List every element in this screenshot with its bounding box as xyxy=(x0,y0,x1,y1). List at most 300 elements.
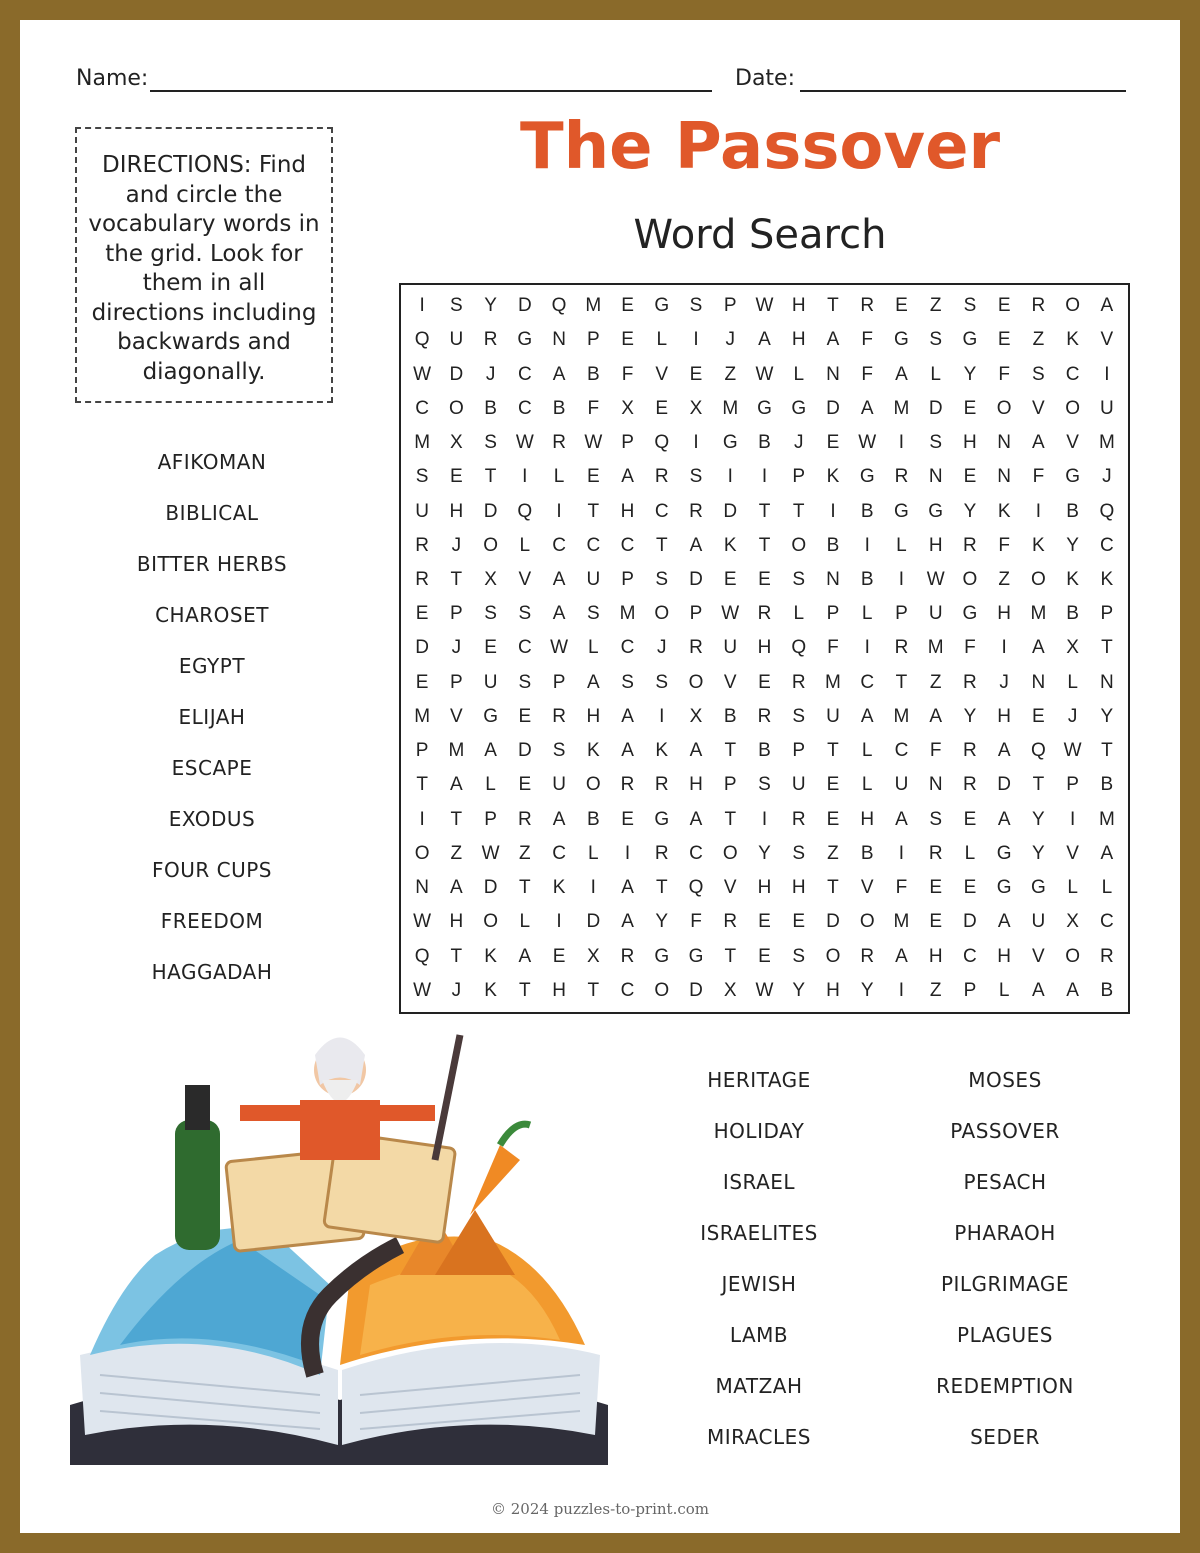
grid-cell[interactable]: E xyxy=(689,363,703,385)
grid-cell[interactable]: N xyxy=(415,877,429,899)
grid-cell[interactable]: N xyxy=(928,466,943,488)
grid-cell[interactable]: G xyxy=(688,945,704,967)
grid-cell[interactable]: J xyxy=(999,671,1009,693)
grid-cell[interactable]: T xyxy=(1032,774,1045,796)
grid-cell[interactable]: S xyxy=(792,569,806,591)
grid-cell[interactable]: H xyxy=(449,911,464,933)
grid-cell[interactable]: A xyxy=(1032,432,1045,454)
grid-cell[interactable]: R xyxy=(620,945,635,967)
grid-cell[interactable]: Z xyxy=(827,842,839,864)
grid-cell[interactable]: T xyxy=(587,500,600,522)
grid-cell[interactable]: R xyxy=(860,945,875,967)
grid-cell[interactable]: R xyxy=(552,432,566,454)
grid-cell[interactable]: N xyxy=(928,774,943,796)
grid-cell[interactable]: P xyxy=(621,432,634,454)
grid-cell[interactable]: P xyxy=(1100,603,1114,625)
grid-cell[interactable]: F xyxy=(1032,466,1045,488)
grid-cell[interactable]: R xyxy=(963,534,977,556)
grid-cell[interactable]: E xyxy=(963,397,977,419)
grid-cell[interactable]: A xyxy=(929,705,943,727)
grid-cell[interactable]: R xyxy=(689,637,703,659)
grid-cell[interactable]: I xyxy=(1069,808,1076,830)
grid-cell[interactable]: N xyxy=(1100,671,1114,693)
grid-cell[interactable]: K xyxy=(1066,329,1079,351)
grid-cell[interactable]: V xyxy=(1032,945,1045,967)
grid-cell[interactable]: V xyxy=(723,877,737,899)
grid-cell[interactable]: E xyxy=(621,295,634,317)
grid-cell[interactable]: A xyxy=(484,740,497,762)
grid-cell[interactable]: M xyxy=(585,295,602,317)
grid-cell[interactable]: T xyxy=(758,534,771,556)
grid-cell[interactable]: P xyxy=(415,740,429,762)
grid-cell[interactable]: R xyxy=(723,911,738,933)
grid-cell[interactable]: L xyxy=(861,774,873,796)
grid-cell[interactable]: W xyxy=(413,911,432,933)
grid-cell[interactable]: E xyxy=(415,603,429,625)
grid-cell[interactable]: G xyxy=(859,466,875,488)
grid-cell[interactable]: M xyxy=(825,671,841,693)
grid-cell[interactable]: E xyxy=(518,774,532,796)
grid-cell[interactable]: A xyxy=(621,877,634,899)
grid-cell[interactable]: R xyxy=(928,842,943,864)
grid-cell[interactable]: C xyxy=(517,637,532,659)
grid-cell[interactable]: A xyxy=(621,466,634,488)
grid-cell[interactable]: U xyxy=(449,329,464,351)
grid-cell[interactable]: E xyxy=(415,671,429,693)
grid-cell[interactable]: S xyxy=(792,842,806,864)
grid-cell[interactable]: O xyxy=(859,911,875,933)
grid-cell[interactable]: L xyxy=(930,363,941,385)
grid-cell[interactable]: N xyxy=(997,432,1012,454)
grid-cell[interactable]: D xyxy=(723,500,738,522)
grid-cell[interactable]: S xyxy=(552,740,566,762)
grid-cell[interactable]: X xyxy=(689,397,703,419)
grid-cell[interactable]: R xyxy=(894,466,909,488)
grid-cell[interactable]: L xyxy=(998,979,1010,1001)
grid-cell[interactable]: S xyxy=(518,671,532,693)
grid-cell[interactable]: O xyxy=(825,945,841,967)
grid-cell[interactable]: S xyxy=(621,671,634,693)
grid-cell[interactable]: T xyxy=(450,808,463,830)
grid-cell[interactable]: T xyxy=(792,500,805,522)
grid-cell[interactable]: A xyxy=(552,808,566,830)
grid-cell[interactable]: B xyxy=(758,740,771,762)
grid-cell[interactable]: D xyxy=(483,500,498,522)
grid-cell[interactable]: P xyxy=(621,569,634,591)
grid-cell[interactable]: C xyxy=(654,500,669,522)
grid-cell[interactable]: K xyxy=(723,534,737,556)
grid-cell[interactable]: J xyxy=(485,363,496,385)
grid-cell[interactable]: W xyxy=(858,432,877,454)
grid-cell[interactable]: H xyxy=(997,603,1012,625)
grid-cell[interactable]: X xyxy=(723,979,737,1001)
grid-cell[interactable]: H xyxy=(997,945,1012,967)
grid-cell[interactable]: I xyxy=(556,500,562,522)
grid-cell[interactable]: U xyxy=(723,637,738,659)
grid-cell[interactable]: G xyxy=(654,808,670,830)
grid-cell[interactable]: I xyxy=(624,842,631,864)
grid-cell[interactable]: X xyxy=(621,397,634,419)
grid-cell[interactable]: E xyxy=(621,808,634,830)
grid-cell[interactable]: I xyxy=(864,637,870,659)
grid-cell[interactable]: O xyxy=(1031,569,1046,591)
grid-cell[interactable]: L xyxy=(793,603,805,625)
grid-cell[interactable]: C xyxy=(1100,911,1114,933)
grid-cell[interactable]: H xyxy=(586,705,601,727)
grid-cell[interactable]: V xyxy=(450,705,463,727)
grid-cell[interactable]: J xyxy=(451,979,462,1001)
grid-cell[interactable]: C xyxy=(552,534,566,556)
grid-cell[interactable]: T xyxy=(724,740,737,762)
grid-cell[interactable]: R xyxy=(415,534,429,556)
grid-cell[interactable]: E xyxy=(552,945,566,967)
grid-cell[interactable]: Q xyxy=(1031,740,1046,762)
grid-cell[interactable]: S xyxy=(655,569,669,591)
grid-cell[interactable]: S xyxy=(929,432,943,454)
grid-cell[interactable]: B xyxy=(1100,774,1114,796)
grid-cell[interactable]: I xyxy=(898,979,905,1001)
grid-cell[interactable]: V xyxy=(1066,432,1079,454)
grid-cell[interactable]: A xyxy=(689,740,703,762)
grid-cell[interactable]: D xyxy=(586,911,601,933)
grid-cell[interactable]: M xyxy=(414,705,431,727)
grid-cell[interactable]: G xyxy=(1065,466,1081,488)
grid-cell[interactable]: B xyxy=(723,705,737,727)
grid-cell[interactable]: X xyxy=(1066,637,1079,659)
grid-cell[interactable]: R xyxy=(791,671,806,693)
grid-cell[interactable]: Z xyxy=(519,842,531,864)
grid-cell[interactable]: E xyxy=(826,432,840,454)
grid-cell[interactable]: I xyxy=(659,705,665,727)
grid-cell[interactable]: B xyxy=(758,432,771,454)
grid-cell[interactable]: P xyxy=(792,466,806,488)
grid-cell[interactable]: R xyxy=(517,808,532,830)
grid-cell[interactable]: A xyxy=(895,945,908,967)
grid-cell[interactable]: A xyxy=(1066,979,1079,1001)
grid-cell[interactable]: C xyxy=(689,842,703,864)
grid-cell[interactable]: Q xyxy=(654,432,670,454)
grid-cell[interactable]: V xyxy=(518,569,532,591)
grid-cell[interactable]: O xyxy=(483,534,498,556)
grid-cell[interactable]: Q xyxy=(414,945,430,967)
grid-cell[interactable]: E xyxy=(586,466,600,488)
grid-cell[interactable]: T xyxy=(827,877,839,899)
grid-cell[interactable]: G xyxy=(894,329,909,351)
grid-cell[interactable]: I xyxy=(693,432,699,454)
grid-cell[interactable]: S xyxy=(450,295,463,317)
grid-cell[interactable]: P xyxy=(792,740,806,762)
grid-cell[interactable]: T xyxy=(416,774,428,796)
grid-cell[interactable]: R xyxy=(894,637,909,659)
grid-cell[interactable]: D xyxy=(997,774,1012,796)
grid-cell[interactable]: J xyxy=(1067,705,1078,727)
grid-cell[interactable]: Z xyxy=(929,295,942,317)
grid-cell[interactable]: T xyxy=(484,466,497,488)
grid-cell[interactable]: K xyxy=(586,740,600,762)
grid-cell[interactable]: D xyxy=(483,877,498,899)
grid-cell[interactable]: X xyxy=(1066,911,1079,933)
grid-cell[interactable]: R xyxy=(1100,945,1114,967)
grid-cell[interactable]: M xyxy=(448,740,465,762)
grid-cell[interactable]: C xyxy=(586,534,601,556)
grid-cell[interactable]: S xyxy=(484,603,497,625)
grid-cell[interactable]: G xyxy=(722,432,738,454)
grid-cell[interactable]: I xyxy=(1104,363,1110,385)
grid-cell[interactable]: G xyxy=(517,329,533,351)
grid-cell[interactable]: P xyxy=(1066,774,1079,796)
grid-cell[interactable]: Q xyxy=(791,637,807,659)
grid-cell[interactable]: V xyxy=(860,877,874,899)
grid-cell[interactable]: E xyxy=(963,808,977,830)
grid-cell[interactable]: R xyxy=(654,774,669,796)
grid-cell[interactable]: B xyxy=(860,500,874,522)
grid-cell[interactable]: C xyxy=(860,671,875,693)
grid-cell[interactable]: P xyxy=(826,603,840,625)
grid-cell[interactable]: S xyxy=(655,671,669,693)
grid-cell[interactable]: H xyxy=(757,637,772,659)
grid-cell[interactable]: R xyxy=(415,569,429,591)
grid-cell[interactable]: Y xyxy=(963,705,977,727)
grid-cell[interactable]: T xyxy=(758,500,771,522)
grid-cell[interactable]: A xyxy=(689,534,703,556)
grid-cell[interactable]: I xyxy=(419,808,425,830)
grid-cell[interactable]: J xyxy=(793,432,804,454)
grid-cell[interactable]: E xyxy=(758,569,771,591)
grid-cell[interactable]: A xyxy=(621,740,634,762)
grid-cell[interactable]: E xyxy=(826,808,840,830)
grid-cell[interactable]: T xyxy=(724,945,737,967)
grid-cell[interactable]: K xyxy=(826,466,840,488)
grid-cell[interactable]: P xyxy=(895,603,908,625)
grid-cell[interactable]: M xyxy=(619,603,636,625)
grid-cell[interactable]: Q xyxy=(688,877,704,899)
grid-cell[interactable]: M xyxy=(1030,603,1047,625)
grid-cell[interactable]: K xyxy=(1032,534,1045,556)
grid-cell[interactable]: X xyxy=(450,432,463,454)
grid-cell[interactable]: D xyxy=(449,363,464,385)
grid-cell[interactable]: V xyxy=(1100,329,1114,351)
grid-cell[interactable]: N xyxy=(1031,671,1046,693)
grid-cell[interactable]: A xyxy=(450,774,463,796)
grid-cell[interactable]: O xyxy=(414,842,430,864)
grid-cell[interactable]: A xyxy=(895,808,908,830)
grid-cell[interactable]: P xyxy=(723,295,737,317)
grid-cell[interactable]: U xyxy=(826,705,840,727)
grid-cell[interactable]: C xyxy=(517,363,532,385)
grid-cell[interactable]: X xyxy=(484,569,497,591)
grid-cell[interactable]: M xyxy=(893,705,910,727)
grid-cell[interactable]: K xyxy=(655,740,669,762)
grid-cell[interactable]: K xyxy=(997,500,1011,522)
grid-cell[interactable]: R xyxy=(860,295,875,317)
grid-cell[interactable]: C xyxy=(1065,363,1080,385)
grid-cell[interactable]: T xyxy=(519,979,531,1001)
grid-cell[interactable]: L xyxy=(485,774,496,796)
grid-cell[interactable]: C xyxy=(963,945,977,967)
grid-cell[interactable]: W xyxy=(1063,740,1082,762)
grid-cell[interactable]: H xyxy=(791,877,806,899)
grid-cell[interactable]: Z xyxy=(724,363,737,385)
grid-cell[interactable]: E xyxy=(758,671,771,693)
grid-cell[interactable]: F xyxy=(929,740,942,762)
grid-cell[interactable]: I xyxy=(693,329,699,351)
grid-cell[interactable]: A xyxy=(1100,295,1114,317)
grid-cell[interactable]: D xyxy=(517,740,532,762)
grid-cell[interactable]: T xyxy=(655,877,668,899)
grid-cell[interactable]: L xyxy=(1101,877,1113,899)
grid-cell[interactable]: Z xyxy=(929,979,942,1001)
grid-cell[interactable]: S xyxy=(792,705,806,727)
grid-cell[interactable]: V xyxy=(723,671,737,693)
grid-cell[interactable]: C xyxy=(620,637,635,659)
grid-cell[interactable]: C xyxy=(415,397,429,419)
grid-cell[interactable]: W xyxy=(481,842,500,864)
grid-cell[interactable]: Y xyxy=(963,363,977,385)
grid-cell[interactable]: J xyxy=(657,637,667,659)
grid-cell[interactable]: I xyxy=(761,808,768,830)
grid-cell[interactable]: T xyxy=(450,569,463,591)
grid-cell[interactable]: M xyxy=(893,397,910,419)
grid-cell[interactable]: J xyxy=(451,637,462,659)
grid-cell[interactable]: E xyxy=(929,911,943,933)
grid-cell[interactable]: U xyxy=(552,774,566,796)
grid-cell[interactable]: U xyxy=(1031,911,1046,933)
grid-cell[interactable]: F xyxy=(621,363,634,385)
grid-cell[interactable]: T xyxy=(655,534,668,556)
grid-cell[interactable]: E xyxy=(1032,705,1045,727)
grid-cell[interactable]: D xyxy=(826,397,840,419)
grid-cell[interactable]: G xyxy=(483,705,498,727)
grid-cell[interactable]: K xyxy=(484,979,497,1001)
grid-cell[interactable]: J xyxy=(451,534,462,556)
grid-cell[interactable]: L xyxy=(588,637,599,659)
grid-cell[interactable]: M xyxy=(414,432,431,454)
grid-cell[interactable]: O xyxy=(996,397,1012,419)
grid-cell[interactable]: C xyxy=(620,979,635,1001)
grid-cell[interactable]: R xyxy=(620,774,635,796)
grid-cell[interactable]: G xyxy=(654,295,670,317)
grid-cell[interactable]: A xyxy=(621,911,634,933)
grid-cell[interactable]: F xyxy=(861,363,874,385)
grid-cell[interactable]: O xyxy=(483,911,498,933)
grid-cell[interactable]: G xyxy=(996,842,1012,864)
grid-cell[interactable]: A xyxy=(895,363,908,385)
grid-cell[interactable]: I xyxy=(419,295,425,317)
grid-cell[interactable]: P xyxy=(963,979,977,1001)
grid-cell[interactable]: M xyxy=(1098,808,1115,830)
grid-cell[interactable]: H xyxy=(963,432,977,454)
grid-cell[interactable]: H xyxy=(449,500,464,522)
grid-cell[interactable]: E xyxy=(963,466,977,488)
grid-cell[interactable]: V xyxy=(1032,397,1045,419)
grid-cell[interactable]: H xyxy=(997,705,1012,727)
grid-cell[interactable]: A xyxy=(1032,637,1045,659)
grid-cell[interactable]: Z xyxy=(450,842,463,864)
grid-cell[interactable]: I xyxy=(898,569,905,591)
grid-cell[interactable]: E xyxy=(655,397,669,419)
grid-cell[interactable]: A xyxy=(1100,842,1114,864)
grid-cell[interactable]: O xyxy=(1065,945,1081,967)
grid-cell[interactable]: G xyxy=(962,603,978,625)
grid-cell[interactable]: S xyxy=(518,603,532,625)
grid-cell[interactable]: C xyxy=(1100,534,1114,556)
grid-cell[interactable]: E xyxy=(484,637,497,659)
grid-cell[interactable]: V xyxy=(655,363,669,385)
grid-cell[interactable]: I xyxy=(590,877,596,899)
grid-cell[interactable]: I xyxy=(898,432,905,454)
grid-cell[interactable]: J xyxy=(725,329,735,351)
grid-cell[interactable]: M xyxy=(1098,432,1115,454)
grid-cell[interactable]: T xyxy=(724,808,737,830)
grid-cell[interactable]: S xyxy=(929,808,943,830)
grid-cell[interactable]: U xyxy=(791,774,806,796)
grid-cell[interactable]: R xyxy=(689,500,703,522)
grid-cell[interactable]: Y xyxy=(860,979,874,1001)
grid-cell[interactable]: S xyxy=(758,774,771,796)
grid-cell[interactable]: E xyxy=(621,329,634,351)
grid-cell[interactable]: H xyxy=(689,774,703,796)
grid-cell[interactable]: T xyxy=(519,877,531,899)
grid-cell[interactable]: F xyxy=(827,637,839,659)
grid-cell[interactable]: T xyxy=(587,979,600,1001)
grid-cell[interactable]: B xyxy=(586,808,600,830)
grid-cell[interactable]: Q xyxy=(414,329,430,351)
grid-cell[interactable]: X xyxy=(586,945,600,967)
grid-cell[interactable]: Q xyxy=(551,295,567,317)
grid-cell[interactable]: O xyxy=(654,979,670,1001)
grid-cell[interactable]: R xyxy=(963,740,977,762)
grid-cell[interactable]: Y xyxy=(1066,534,1079,556)
grid-cell[interactable]: E xyxy=(929,877,943,899)
grid-cell[interactable]: G xyxy=(894,500,909,522)
grid-cell[interactable]: E xyxy=(758,945,771,967)
grid-cell[interactable]: R xyxy=(757,705,772,727)
grid-cell[interactable]: N xyxy=(997,466,1012,488)
grid-cell[interactable]: G xyxy=(654,945,670,967)
grid-cell[interactable]: M xyxy=(893,911,910,933)
grid-cell[interactable]: S xyxy=(1032,363,1045,385)
grid-cell[interactable]: A xyxy=(552,363,566,385)
grid-cell[interactable]: I xyxy=(727,466,733,488)
grid-cell[interactable]: O xyxy=(791,534,807,556)
grid-cell[interactable]: A xyxy=(1032,979,1045,1001)
grid-cell[interactable]: N xyxy=(826,569,840,591)
grid-cell[interactable]: U xyxy=(483,671,498,693)
grid-cell[interactable]: L xyxy=(1067,877,1078,899)
grid-cell[interactable]: A xyxy=(518,945,532,967)
grid-cell[interactable]: A xyxy=(860,397,874,419)
grid-cell[interactable]: O xyxy=(448,397,464,419)
grid-cell[interactable]: T xyxy=(895,671,908,693)
grid-cell[interactable]: A xyxy=(826,329,840,351)
grid-cell[interactable]: F xyxy=(998,363,1010,385)
grid-cell[interactable]: Q xyxy=(1099,500,1115,522)
grid-cell[interactable]: B xyxy=(1066,603,1079,625)
grid-cell[interactable]: U xyxy=(586,569,601,591)
grid-cell[interactable]: Y xyxy=(792,979,806,1001)
grid-cell[interactable]: A xyxy=(450,877,463,899)
grid-cell[interactable]: I xyxy=(1035,500,1042,522)
grid-cell[interactable]: I xyxy=(864,534,870,556)
grid-cell[interactable]: H xyxy=(757,877,772,899)
grid-cell[interactable]: L xyxy=(656,329,668,351)
grid-cell[interactable]: P xyxy=(723,774,737,796)
grid-cell[interactable]: D xyxy=(963,911,977,933)
grid-cell[interactable]: U xyxy=(928,603,943,625)
grid-cell[interactable]: T xyxy=(450,945,463,967)
grid-cell[interactable]: B xyxy=(1066,500,1079,522)
grid-cell[interactable]: A xyxy=(758,329,771,351)
